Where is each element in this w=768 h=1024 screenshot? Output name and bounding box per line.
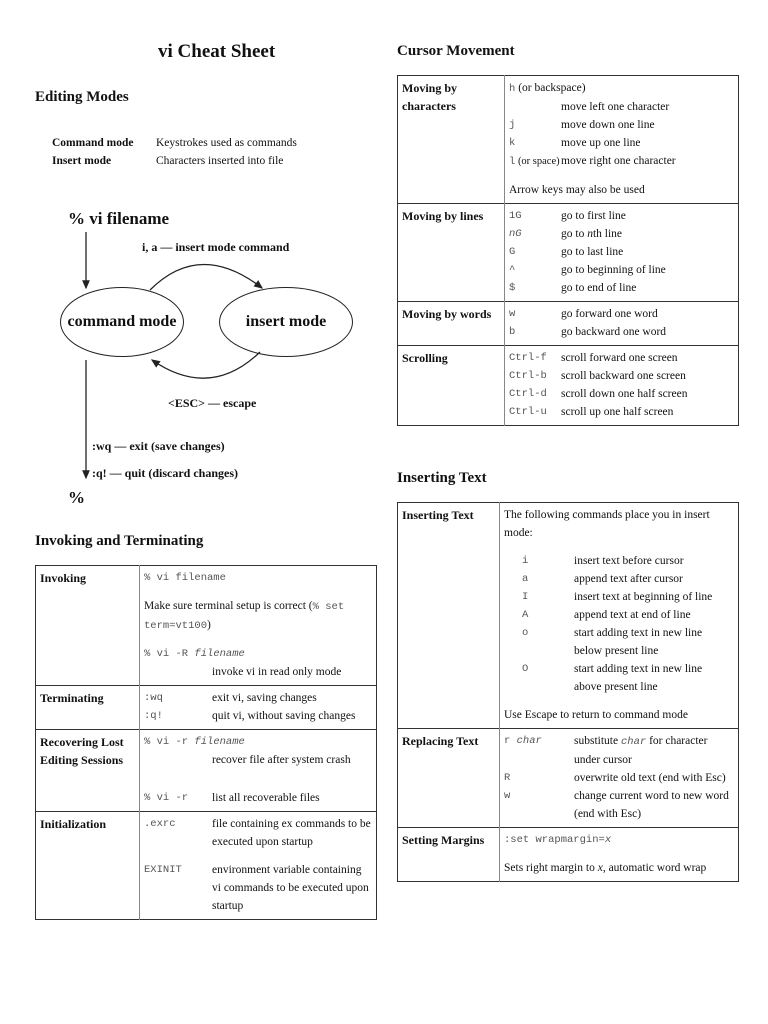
row-body: [140, 566, 377, 686]
key-row: nG go to nth line: [509, 228, 623, 240]
row-label: Moving by lines: [398, 204, 505, 302]
exit-quit-label: :q! — quit (discard changes): [92, 466, 239, 480]
desc: Sets right margin to x, automatic word wrap: [504, 862, 707, 874]
table-row: [398, 346, 739, 426]
invoking-table: [35, 565, 377, 920]
key-row: w change current word to new word (end with Esc): [504, 790, 729, 820]
table-row: [398, 204, 739, 302]
editing-modes-list: [52, 134, 352, 170]
key-row: l (or space) move right one character: [509, 155, 676, 168]
desc: invoke vi in read only mode: [212, 666, 342, 678]
row-label: Recovering Lost Editing Sessions: [36, 730, 140, 812]
row-body: [505, 302, 739, 346]
row-label: Setting Margins: [398, 828, 500, 882]
invoking-heading: Invoking and Terminating: [35, 533, 204, 549]
inserting-heading: Inserting Text: [397, 470, 487, 486]
row-label: Scrolling: [398, 346, 505, 426]
end-prompt: %: [68, 488, 85, 507]
cmd: % vi filename: [144, 572, 226, 584]
key-row: Ctrl-b scroll backward one screen: [509, 370, 686, 382]
row-label: Moving by words: [398, 302, 505, 346]
insert-arrow: [150, 264, 262, 290]
note: Arrow keys may also be used: [509, 184, 645, 196]
command-mode-node: command mode: [60, 287, 184, 357]
key-row: h (or backspace): [509, 82, 586, 95]
inserting-table: [397, 502, 739, 882]
mode-row: [52, 134, 352, 152]
key-row: ^ go to beginning of line: [509, 264, 666, 276]
page-title: vi Cheat Sheet: [158, 41, 276, 62]
cursor-table: [397, 75, 739, 426]
exit-save-label: :wq — exit (save changes): [92, 439, 225, 453]
key-row: 1G go to first line: [509, 210, 626, 222]
key-row: Ctrl-u scroll up one half screen: [509, 406, 674, 418]
key-row: .exrc file containing ex commands to be executed upon startup: [144, 818, 371, 848]
row-body: [500, 828, 739, 882]
key-row: G go to last line: [509, 246, 624, 258]
escape-arrow: [152, 352, 260, 378]
key-row: k move up one line: [509, 137, 641, 149]
key-row: EXINIT environment variable containing vi commands to be executed upon startup: [144, 864, 369, 912]
table-row: [36, 566, 377, 686]
insert-edge-label: i, a — insert mode command: [142, 240, 290, 254]
escape-edge-label: <ESC> — escape: [168, 396, 257, 410]
desc: move left one character: [561, 101, 670, 113]
key-row: :wq exit vi, saving changes: [144, 692, 317, 704]
key-row: R overwrite old text (end with Esc): [504, 772, 726, 784]
key-row: Ctrl-f scroll forward one screen: [509, 352, 678, 364]
mode-name: Insert mode: [52, 155, 112, 167]
table-row: [36, 730, 377, 812]
row-body: [500, 503, 739, 729]
table-row: [398, 302, 739, 346]
key-row: I insert text at beginning of line: [522, 591, 713, 603]
key-row: b go backward one word: [509, 326, 667, 338]
row-label: Moving by characters: [398, 76, 505, 204]
key-row: % vi -r list all recoverable files: [144, 792, 320, 804]
row-label: Replacing Text: [398, 729, 500, 828]
key-row: a append text after cursor: [522, 573, 683, 585]
table-row: [36, 686, 377, 730]
cmd: % vi -R filename: [144, 648, 245, 660]
key-row: o start adding text in new line below present line: [522, 627, 703, 657]
row-body: [505, 76, 739, 204]
key-row: A append text at end of line: [522, 609, 691, 621]
editing-modes-heading: Editing Modes: [35, 89, 129, 105]
row-label: Initialization: [36, 812, 140, 920]
row-label: Terminating: [36, 686, 140, 730]
row-label: Inserting Text: [398, 503, 500, 729]
key-row: j move down one line: [509, 119, 655, 131]
key-row: w go forward one word: [509, 308, 658, 320]
mode-name: Command mode: [52, 137, 134, 149]
cmd: :set wrapmargin=x: [504, 834, 612, 846]
key-row: $ go to end of line: [509, 282, 637, 294]
cursor-heading: Cursor Movement: [397, 43, 515, 59]
row-body: [140, 686, 377, 730]
outro: Use Escape to return to command mode: [504, 709, 688, 721]
key-row: O start adding text in new line above present line: [522, 663, 703, 693]
table-row: [36, 812, 377, 920]
row-body: [505, 204, 739, 302]
key-row: :q! quit vi, without saving changes: [144, 710, 356, 722]
mode-diagram: [0, 200, 380, 520]
table-row: [398, 503, 739, 729]
note: Make sure terminal setup is correct (% set term=vt100): [144, 600, 345, 632]
row-body: [505, 346, 739, 426]
desc: recover file after system crash: [212, 754, 351, 766]
row-body: [500, 729, 739, 828]
insert-mode-node: insert mode: [219, 287, 353, 357]
table-row: [398, 828, 739, 882]
cmd: % vi -r filename: [144, 736, 245, 748]
row-label: Invoking: [36, 566, 140, 686]
row-body: [140, 730, 377, 812]
intro: The following commands place you in insert mode:: [504, 509, 710, 539]
key-row: Ctrl-d scroll down one half screen: [509, 388, 688, 400]
table-row: [398, 76, 739, 204]
key-row: r char substitute char for character under cursor: [504, 735, 708, 766]
mode-row: [52, 152, 352, 170]
table-row: [398, 729, 739, 828]
mode-desc: Keystrokes used as commands: [156, 137, 297, 149]
row-body: [140, 812, 377, 920]
start-command: % vi filename: [68, 209, 170, 228]
mode-desc: Characters inserted into file: [156, 155, 284, 167]
key-row: i insert text before cursor: [522, 555, 684, 567]
